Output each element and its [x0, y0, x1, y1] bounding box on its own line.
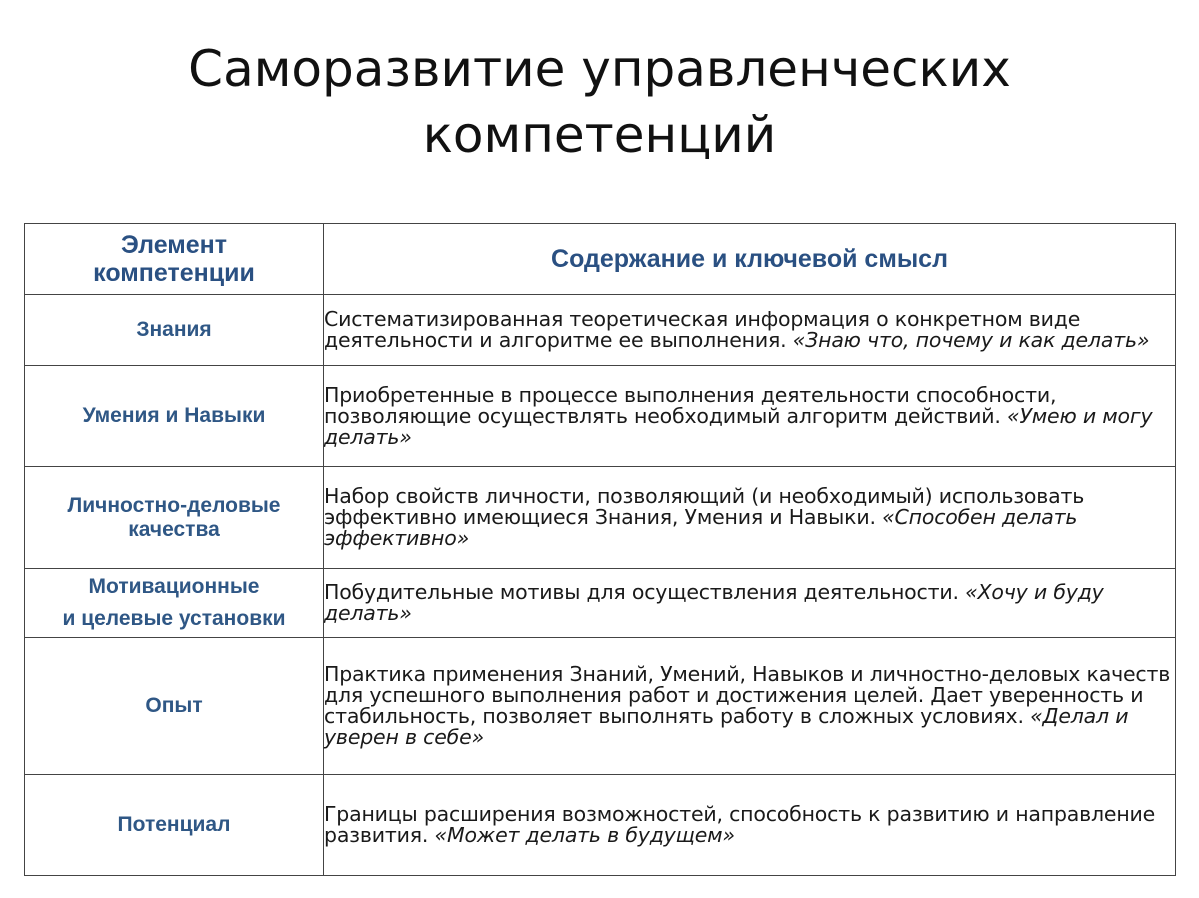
table-row — [25, 366, 1176, 467]
element-name: Знания — [136, 318, 212, 341]
content-text: Границы расширения возможностей, способность к развитию и направление развития. — [324, 802, 1156, 847]
element-name: Потенциал — [117, 813, 231, 836]
header-element-line-2: компетенции — [93, 259, 255, 287]
content-text: Набор свойств личности, позволяющий (и необходимый) использовать эффективно имеющиеся Знания, Умения и Навыки. — [324, 484, 1085, 529]
element-name: Опыт — [145, 694, 203, 717]
competence-table — [24, 223, 1176, 876]
element-name: Умения и Навыки — [82, 404, 266, 427]
content-cell — [324, 569, 1176, 638]
table-row — [25, 638, 1176, 775]
header-element — [25, 224, 324, 295]
element-cell — [25, 467, 324, 569]
slide-title-line-1: Саморазвитие управленческих — [188, 40, 1011, 98]
element-cell — [25, 569, 324, 638]
content-quote: «Знаю что, почему и как делать» — [792, 328, 1150, 352]
table-row — [25, 775, 1176, 876]
content-quote: «Способен делать эффективно» — [324, 505, 1078, 550]
element-name-line-2: качества — [128, 517, 220, 541]
element-name: Личностно-деловые — [67, 493, 281, 517]
content-text: Систематизированная теоретическая информация о конкретном виде деятельности и алгоритме ее выполнения. — [324, 307, 1081, 352]
slide-title — [0, 36, 1199, 168]
content-text: Практика применения Знаний, Умений, Навыков и личностно-деловых качеств для успешного выполнения работ и достижения целей. Дает уверенность и стабильность, позволяет выполнять работу в сложных условиях. — [324, 662, 1171, 728]
table-header-row — [25, 224, 1176, 295]
header-content: Содержание и ключевой смысл — [324, 224, 1176, 295]
header-element-line-1: Элемент — [120, 231, 228, 259]
content-cell — [324, 366, 1176, 467]
table-row — [25, 569, 1176, 638]
content-text: Побудительные мотивы для осуществления деятельности. — [324, 580, 966, 604]
content-quote: «Умею и могу делать» — [324, 403, 1153, 449]
table-row — [25, 467, 1176, 569]
content-cell — [324, 775, 1176, 876]
element-cell — [25, 366, 324, 467]
content-quote: «Может делать в будущем» — [434, 823, 735, 847]
content-cell — [324, 467, 1176, 569]
element-cell — [25, 775, 324, 876]
element-cell — [25, 295, 324, 366]
element-name-line-2: и целевые установки — [62, 607, 286, 630]
content-text: Приобретенные в процессе выполнения деятельности способности, позволяющие осуществлять необходимый алгоритм действий. — [324, 382, 1057, 428]
table-row — [25, 295, 1176, 366]
slide-title-line-2: компетенций — [422, 106, 777, 164]
content-quote: «Хочу и буду делать» — [324, 580, 1104, 625]
content-quote: «Делал и уверен в себе» — [324, 704, 1129, 749]
element-cell — [25, 638, 324, 775]
element-name: Мотивационные — [88, 575, 260, 598]
content-cell — [324, 295, 1176, 366]
content-cell — [324, 638, 1176, 775]
